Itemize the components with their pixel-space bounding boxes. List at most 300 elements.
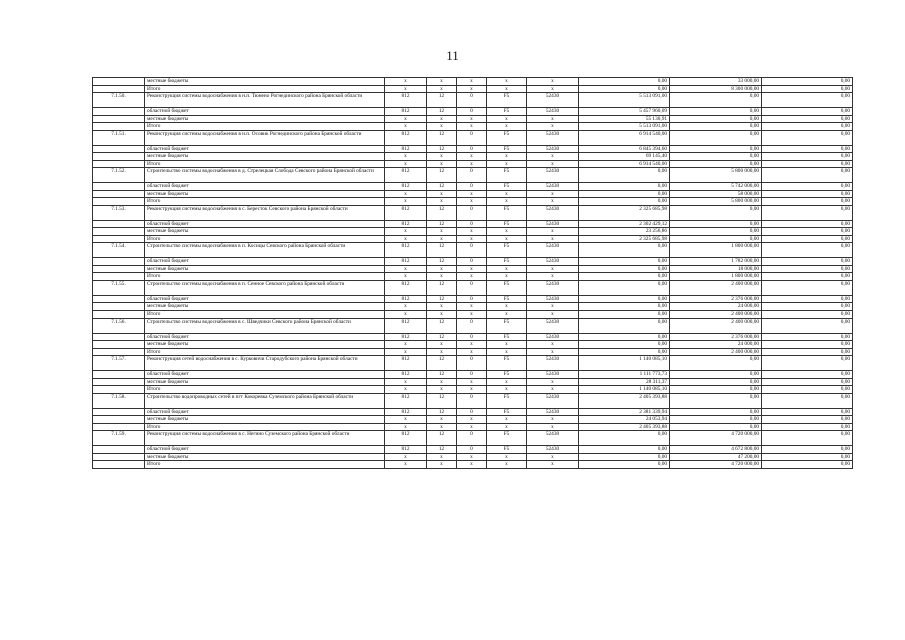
code-ministry: x <box>385 115 427 123</box>
value-year-1: 0,00 <box>579 258 670 266</box>
value-year-2: 0,00 <box>670 228 762 236</box>
code-project: F5 <box>487 243 527 258</box>
row-name: областной бюджет <box>145 183 385 191</box>
row-index: 7.1.53. <box>93 205 145 220</box>
value-year-1: 6 914 540,00 <box>579 160 670 168</box>
code-subsection: x <box>457 123 487 131</box>
code-section: x <box>427 453 457 461</box>
code-expense: 52430 <box>527 333 579 341</box>
row-name: Строительство системы водоснабжения в п. Сенное Севского района Брянской области <box>145 280 385 295</box>
value-year-2: 0,00 <box>670 220 762 228</box>
value-year-1: 0,00 <box>579 273 670 281</box>
code-project: x <box>487 228 527 236</box>
value-year-1: 0,00 <box>579 295 670 303</box>
table-row <box>93 348 853 356</box>
value-year-3: 0,00 <box>762 198 853 206</box>
code-section: x <box>427 123 457 131</box>
code-section: x <box>427 198 457 206</box>
value-year-2: 0,00 <box>670 356 762 371</box>
value-year-2: 18 000,00 <box>670 265 762 273</box>
code-section: 12 <box>427 145 457 153</box>
code-project: F5 <box>487 393 527 408</box>
code-ministry: x <box>385 85 427 93</box>
table-row <box>93 160 853 168</box>
code-project: F5 <box>487 108 527 116</box>
value-year-3: 0,00 <box>762 280 853 295</box>
code-subsection: x <box>457 416 487 424</box>
table-row <box>93 356 853 371</box>
value-year-1: 2 405 393,88 <box>579 423 670 431</box>
table-row <box>93 461 853 469</box>
code-ministry: 812 <box>385 295 427 303</box>
code-project: x <box>487 115 527 123</box>
table-row <box>93 78 853 86</box>
value-year-1: 0,00 <box>579 310 670 318</box>
value-year-3: 0,00 <box>762 378 853 386</box>
code-expense: 52430 <box>527 168 579 183</box>
code-subsection: x <box>457 160 487 168</box>
code-section: 12 <box>427 130 457 145</box>
code-ministry: x <box>385 378 427 386</box>
row-name: местные бюджеты <box>145 416 385 424</box>
table-row <box>93 85 853 93</box>
row-index <box>93 85 145 93</box>
code-subsection: 0 <box>457 183 487 191</box>
row-index <box>93 190 145 198</box>
code-section: 12 <box>427 108 457 116</box>
code-expense: x <box>527 416 579 424</box>
value-year-3: 0,00 <box>762 258 853 266</box>
code-expense: x <box>527 235 579 243</box>
code-ministry: x <box>385 423 427 431</box>
code-section: x <box>427 265 457 273</box>
value-year-2: 2 400 000,00 <box>670 348 762 356</box>
code-ministry: x <box>385 198 427 206</box>
code-expense: x <box>527 461 579 469</box>
value-year-2: 0,00 <box>670 115 762 123</box>
value-year-3: 0,00 <box>762 115 853 123</box>
code-subsection: 0 <box>457 318 487 333</box>
row-name: Строительство системы водоснабжения в д. Стрелецкая Слобода Севского района Брянской области <box>145 168 385 183</box>
row-name: Итого <box>145 198 385 206</box>
code-section: 12 <box>427 93 457 108</box>
code-expense: 52430 <box>527 258 579 266</box>
row-index: 7.1.51. <box>93 130 145 145</box>
row-index <box>93 265 145 273</box>
code-ministry: 812 <box>385 446 427 454</box>
code-subsection: 0 <box>457 205 487 220</box>
code-section: x <box>427 423 457 431</box>
table-row <box>93 130 853 145</box>
table-row <box>93 423 853 431</box>
row-index <box>93 341 145 349</box>
code-subsection: x <box>457 265 487 273</box>
code-section: x <box>427 78 457 86</box>
value-year-2: 0,00 <box>670 205 762 220</box>
code-ministry: x <box>385 348 427 356</box>
value-year-3: 0,00 <box>762 160 853 168</box>
value-year-1: 0,00 <box>579 85 670 93</box>
value-year-1: 2 381 339,94 <box>579 408 670 416</box>
code-ministry: 812 <box>385 280 427 295</box>
code-project: F5 <box>487 333 527 341</box>
code-project: x <box>487 265 527 273</box>
code-subsection: x <box>457 228 487 236</box>
row-name: Реконструкция сетей водоснабжения в с. Курковичи Стародубского района Брянской области <box>145 356 385 371</box>
code-ministry: x <box>385 160 427 168</box>
row-index: 7.1.59. <box>93 431 145 446</box>
code-expense: 52430 <box>527 318 579 333</box>
row-name: Реконструкция системы водоснабжения в с. Негино Суземского района Брянской области <box>145 431 385 446</box>
code-expense: 52430 <box>527 371 579 379</box>
code-ministry: x <box>385 235 427 243</box>
value-year-1: 6 914 540,00 <box>579 130 670 145</box>
value-year-1: 0,00 <box>579 318 670 333</box>
value-year-3: 0,00 <box>762 273 853 281</box>
value-year-1: 0,00 <box>579 183 670 191</box>
value-year-2: 0,00 <box>670 108 762 116</box>
value-year-3: 0,00 <box>762 205 853 220</box>
value-year-2: 24 000,00 <box>670 303 762 311</box>
code-expense: x <box>527 153 579 161</box>
value-year-1: 1 140 085,10 <box>579 386 670 394</box>
value-year-1: 0,00 <box>579 453 670 461</box>
row-name: Итого <box>145 310 385 318</box>
row-index <box>93 416 145 424</box>
code-ministry: x <box>385 416 427 424</box>
row-name: Строительство системы водоснабжения в с. Шведчики Севского района Брянской области <box>145 318 385 333</box>
value-year-3: 0,00 <box>762 446 853 454</box>
code-subsection: 0 <box>457 333 487 341</box>
code-section: 12 <box>427 446 457 454</box>
code-project: F5 <box>487 145 527 153</box>
value-year-1: 2 302 429,12 <box>579 220 670 228</box>
code-section: x <box>427 378 457 386</box>
code-expense: x <box>527 453 579 461</box>
code-project: x <box>487 273 527 281</box>
code-subsection: x <box>457 348 487 356</box>
row-index <box>93 461 145 469</box>
code-section: x <box>427 85 457 93</box>
code-expense: x <box>527 423 579 431</box>
row-name: местные бюджеты <box>145 341 385 349</box>
code-section: 12 <box>427 280 457 295</box>
value-year-2: 33 000,00 <box>670 78 762 86</box>
value-year-3: 0,00 <box>762 265 853 273</box>
row-index <box>93 348 145 356</box>
value-year-2: 1 782 000,00 <box>670 258 762 266</box>
value-year-3: 0,00 <box>762 235 853 243</box>
row-name: местные бюджеты <box>145 453 385 461</box>
code-expense: 52430 <box>527 93 579 108</box>
code-subsection: x <box>457 423 487 431</box>
code-ministry: 812 <box>385 220 427 228</box>
row-name: местные бюджеты <box>145 265 385 273</box>
code-expense: x <box>527 190 579 198</box>
code-ministry: 812 <box>385 183 427 191</box>
value-year-3: 0,00 <box>762 93 853 108</box>
row-name: Итого <box>145 461 385 469</box>
table-row <box>93 265 853 273</box>
value-year-1: 69 145,40 <box>579 153 670 161</box>
value-year-1: 0,00 <box>579 280 670 295</box>
code-subsection: 0 <box>457 393 487 408</box>
code-section: x <box>427 153 457 161</box>
value-year-1: 28 311,37 <box>579 378 670 386</box>
row-index <box>93 220 145 228</box>
code-project: x <box>487 416 527 424</box>
row-index <box>93 258 145 266</box>
value-year-3: 0,00 <box>762 190 853 198</box>
value-year-3: 0,00 <box>762 243 853 258</box>
code-section: x <box>427 303 457 311</box>
value-year-1: 0,00 <box>579 341 670 349</box>
code-section: x <box>427 461 457 469</box>
row-index <box>93 446 145 454</box>
code-subsection: x <box>457 341 487 349</box>
code-expense: x <box>527 228 579 236</box>
value-year-2: 5 800 000,00 <box>670 198 762 206</box>
value-year-2: 2 400 000,00 <box>670 318 762 333</box>
code-ministry: 812 <box>385 371 427 379</box>
code-expense: x <box>527 78 579 86</box>
value-year-3: 0,00 <box>762 183 853 191</box>
row-name: Итого <box>145 386 385 394</box>
code-ministry: x <box>385 453 427 461</box>
value-year-1: 0,00 <box>579 265 670 273</box>
code-ministry: 812 <box>385 93 427 108</box>
row-name: областной бюджет <box>145 371 385 379</box>
value-year-2: 0,00 <box>670 371 762 379</box>
code-project: F5 <box>487 205 527 220</box>
code-project: x <box>487 198 527 206</box>
value-year-3: 0,00 <box>762 78 853 86</box>
code-ministry: 812 <box>385 205 427 220</box>
code-project: x <box>487 160 527 168</box>
row-index: 7.1.52. <box>93 168 145 183</box>
row-name: Реконструкция системы водоснабжения в с. Бересток Севского района Брянской области <box>145 205 385 220</box>
code-project: F5 <box>487 93 527 108</box>
code-subsection: x <box>457 85 487 93</box>
value-year-1: 0,00 <box>579 303 670 311</box>
code-project: F5 <box>487 371 527 379</box>
code-ministry: x <box>385 78 427 86</box>
code-subsection: 0 <box>457 431 487 446</box>
code-subsection: x <box>457 190 487 198</box>
value-year-1: 0,00 <box>579 190 670 198</box>
table-row <box>93 431 853 446</box>
code-project: x <box>487 378 527 386</box>
code-project: F5 <box>487 446 527 454</box>
code-section: 12 <box>427 243 457 258</box>
row-name: областной бюджет <box>145 333 385 341</box>
value-year-3: 0,00 <box>762 130 853 145</box>
row-name: местные бюджеты <box>145 303 385 311</box>
value-year-2: 0,00 <box>670 93 762 108</box>
row-index <box>93 333 145 341</box>
row-index <box>93 378 145 386</box>
value-year-3: 0,00 <box>762 310 853 318</box>
code-section: x <box>427 228 457 236</box>
code-ministry: x <box>385 461 427 469</box>
code-expense: 52430 <box>527 393 579 408</box>
row-name: местные бюджеты <box>145 190 385 198</box>
table-row <box>93 446 853 454</box>
table-row <box>93 318 853 333</box>
table-row <box>93 378 853 386</box>
row-name: Итого <box>145 423 385 431</box>
value-year-2: 4 720 000,00 <box>670 461 762 469</box>
value-year-1: 55 130,91 <box>579 115 670 123</box>
budget-table <box>92 77 853 469</box>
row-index <box>93 153 145 161</box>
code-expense: x <box>527 273 579 281</box>
code-project: x <box>487 341 527 349</box>
row-name: Итого <box>145 235 385 243</box>
code-section: x <box>427 235 457 243</box>
value-year-3: 0,00 <box>762 123 853 131</box>
table-row <box>93 145 853 153</box>
code-subsection: x <box>457 386 487 394</box>
row-index <box>93 310 145 318</box>
code-subsection: x <box>457 453 487 461</box>
code-section: 12 <box>427 295 457 303</box>
value-year-1: 24 053,94 <box>579 416 670 424</box>
code-expense: x <box>527 115 579 123</box>
code-project: F5 <box>487 408 527 416</box>
row-index <box>93 123 145 131</box>
table-row <box>93 190 853 198</box>
table-row <box>93 93 853 108</box>
code-project: x <box>487 235 527 243</box>
code-expense: 52430 <box>527 280 579 295</box>
value-year-2: 0,00 <box>670 378 762 386</box>
code-subsection: x <box>457 310 487 318</box>
row-index <box>93 228 145 236</box>
table-row <box>93 303 853 311</box>
value-year-2: 0,00 <box>670 145 762 153</box>
value-year-2: 8 300 000,00 <box>670 85 762 93</box>
row-name: областной бюджет <box>145 108 385 116</box>
code-subsection: x <box>457 78 487 86</box>
row-name: местные бюджеты <box>145 378 385 386</box>
value-year-2: 5 800 000,00 <box>670 168 762 183</box>
code-subsection: x <box>457 115 487 123</box>
value-year-1: 0,00 <box>579 431 670 446</box>
row-index <box>93 115 145 123</box>
code-project: F5 <box>487 168 527 183</box>
code-subsection: x <box>457 461 487 469</box>
code-subsection: 0 <box>457 145 487 153</box>
code-section: 12 <box>427 220 457 228</box>
code-subsection: 0 <box>457 446 487 454</box>
value-year-1: 5 513 091,00 <box>579 123 670 131</box>
value-year-2: 0,00 <box>670 123 762 131</box>
code-ministry: 812 <box>385 356 427 371</box>
code-project: x <box>487 78 527 86</box>
code-ministry: x <box>385 153 427 161</box>
row-name: местные бюджеты <box>145 115 385 123</box>
value-year-2: 2 400 000,00 <box>670 280 762 295</box>
value-year-2: 0,00 <box>670 130 762 145</box>
code-ministry: 812 <box>385 108 427 116</box>
code-ministry: 812 <box>385 431 427 446</box>
row-name: областной бюджет <box>145 220 385 228</box>
code-section: x <box>427 348 457 356</box>
row-index <box>93 303 145 311</box>
row-name: местные бюджеты <box>145 153 385 161</box>
row-index: 7.1.58. <box>93 393 145 408</box>
value-year-3: 0,00 <box>762 318 853 333</box>
row-name: местные бюджеты <box>145 228 385 236</box>
table-row <box>93 183 853 191</box>
table-row <box>93 295 853 303</box>
code-subsection: 0 <box>457 295 487 303</box>
code-section: 12 <box>427 183 457 191</box>
value-year-3: 0,00 <box>762 145 853 153</box>
code-expense: x <box>527 348 579 356</box>
code-expense: 52430 <box>527 183 579 191</box>
code-expense: 52430 <box>527 108 579 116</box>
value-year-3: 0,00 <box>762 108 853 116</box>
code-expense: x <box>527 303 579 311</box>
table-row <box>93 333 853 341</box>
value-year-3: 0,00 <box>762 295 853 303</box>
value-year-3: 0,00 <box>762 393 853 408</box>
row-index <box>93 408 145 416</box>
row-index: 7.1.55. <box>93 280 145 295</box>
code-project: x <box>487 310 527 318</box>
value-year-1: 5 457 960,09 <box>579 108 670 116</box>
code-project: x <box>487 423 527 431</box>
table-row <box>93 273 853 281</box>
code-expense: x <box>527 85 579 93</box>
value-year-1: 1 111 773,73 <box>579 371 670 379</box>
code-subsection: 0 <box>457 130 487 145</box>
code-ministry: x <box>385 386 427 394</box>
code-subsection: x <box>457 303 487 311</box>
table-row <box>93 205 853 220</box>
value-year-1: 0,00 <box>579 168 670 183</box>
value-year-3: 0,00 <box>762 356 853 371</box>
code-project: x <box>487 348 527 356</box>
code-expense: 52430 <box>527 431 579 446</box>
value-year-3: 0,00 <box>762 431 853 446</box>
row-index <box>93 295 145 303</box>
value-year-2: 0,00 <box>670 235 762 243</box>
row-name: областной бюджет <box>145 258 385 266</box>
code-section: x <box>427 160 457 168</box>
code-expense: 52430 <box>527 356 579 371</box>
value-year-2: 0,00 <box>670 416 762 424</box>
value-year-3: 0,00 <box>762 386 853 394</box>
code-section: 12 <box>427 408 457 416</box>
code-section: x <box>427 115 457 123</box>
code-section: x <box>427 416 457 424</box>
code-ministry: x <box>385 303 427 311</box>
code-expense: 52430 <box>527 295 579 303</box>
table-row <box>93 341 853 349</box>
code-subsection: 0 <box>457 93 487 108</box>
table-row <box>93 393 853 408</box>
value-year-3: 0,00 <box>762 348 853 356</box>
value-year-2: 4 672 800,00 <box>670 446 762 454</box>
row-name: Итого <box>145 348 385 356</box>
row-index <box>93 183 145 191</box>
value-year-1: 0,00 <box>579 446 670 454</box>
value-year-1: 2 325 685,98 <box>579 205 670 220</box>
value-year-1: 0,00 <box>579 78 670 86</box>
